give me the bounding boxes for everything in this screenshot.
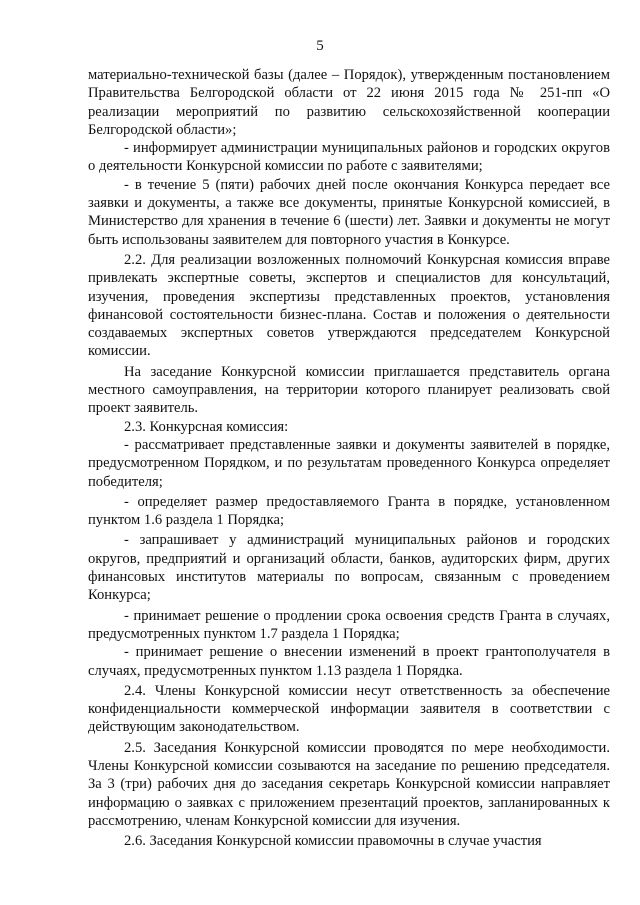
paragraph-transfer-documents: - в течение 5 (пяти) рабочих дней после окончания Конкурса передает все заявки и документы, а также все документы, принятые Конкурсной комиссией, в Министерство для хранения в течение 6 (шести) лет. Заявки и документы не могут быть использованы заявителем для повторного участия в Конкурсе. bbox=[88, 176, 610, 248]
paragraph-request-materials: - запрашивает у администраций муниципальных районов и городских округов, предприятий и организаций области, банков, аудиторских фирм, других финансовых институтов материалы по вопросам, связанным с проведением Конкурса; bbox=[88, 532, 610, 604]
paragraph-2-5: 2.5. Заседания Конкурсной комиссии проводятся по мере необходимости. Члены Конкурсной комиссии созываются на заседание по решению председателя. За 3 (три) рабочих дня до заседания секретарь Конкурсной комиссии направляет информацию о заявках с приложением презентаций проектов, запланированных к рассмотрению, членам Конкурсной комиссии для изучения. bbox=[88, 739, 610, 829]
paragraph-inform-administrations: - информирует администрации муниципальных районов и городских округов о деятельности Конкурсной комиссии по работе с заявителями; bbox=[88, 140, 610, 175]
document-body bbox=[88, 66, 610, 850]
paragraph-2-3: 2.3. Конкурсная комиссия: bbox=[124, 418, 289, 435]
paragraph-2-2: 2.2. Для реализации возложенных полномочий Конкурсная комиссия вправе привлекать экспертные советы, экспертов и специалистов для консультаций, изучения, проведения экспертизы представленных проектов, установления финансовой состоятельности бизнес-плана. Состав и положения о деятельности создаваемых экспертных советов утверждаются председателем Конкурсной комиссии. bbox=[88, 251, 610, 360]
paragraph-local-representative: На заседание Конкурсной комиссии приглашается представитель органа местного самоуправления, на территории которого планирует реализовать свой проект заявитель. bbox=[88, 363, 610, 417]
page-number: 5 bbox=[316, 38, 324, 54]
paragraph-continuation: материально-технической базы (далее – Порядок), утвержденным постановлением Правительства Белгородской области от 22 июня 2015 года № 251-пп «О реализации мероприятий по развитию сельскохозяйственной кооперации Белгородской области»; bbox=[88, 67, 610, 138]
paragraph-review-applications: - рассматривает представленные заявки и документы заявителей в порядке, предусмотренном Порядком, и по результатам проведенного Конкурса определяет победителя; bbox=[88, 436, 610, 490]
paragraph-grant-size: - определяет размер предоставляемого Гранта в порядке, установленном пунктом 1.6 раздела 1 Порядка; bbox=[88, 493, 610, 529]
paragraph-2-4: 2.4. Члены Конкурсной комиссии несут ответственность за обеспечение конфиденциальности коммерческой информации заявителя в соответствии с действующим законодательством. bbox=[88, 682, 610, 736]
paragraph-2-6: 2.6. Заседания Конкурсной комиссии правомочны в случае участия bbox=[124, 833, 542, 850]
paragraph-project-changes: - принимает решение о внесении изменений в проект грантополучателя в случаях, предусмотренных пунктом 1.13 раздела 1 Порядка. bbox=[88, 644, 610, 679]
paragraph-extension-decision: - принимает решение о продлении срока освоения средств Гранта в случаях, предусмотренных пунктом 1.7 раздела 1 Порядка; bbox=[88, 607, 610, 642]
